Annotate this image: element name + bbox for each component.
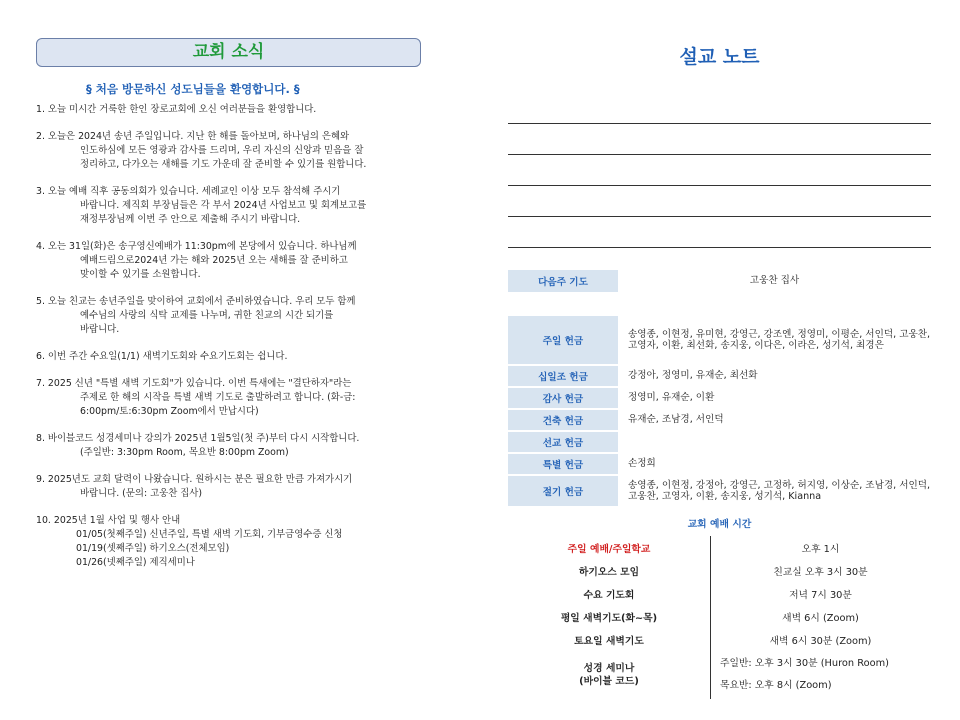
offering-row — [508, 432, 931, 452]
news-item-line: 7. 2025 신년 "특별 새벽 기도회"가 있습니다. 이번 특새에는 "결단하자"라는 — [36, 378, 352, 389]
offering-row — [508, 410, 931, 430]
worship-name: 하기오스 모임 — [578, 566, 640, 578]
offering-row — [508, 388, 931, 408]
news-item-line: 01/05(첫째주일) 신년주일, 특별 새벽 기도회, 기부금영수증 신청 — [76, 529, 343, 540]
seminar-time-line: 목요반: 오후 8시 (Zoom) — [720, 680, 832, 691]
note-lines — [508, 93, 931, 248]
worship-title: 교회 예배 시간 — [687, 519, 752, 530]
news-item-line: 주제로 한 해의 시작을 특별 새벽 기도로 출발하려고 합니다. (화-금: — [80, 392, 356, 403]
note-line — [508, 217, 931, 248]
news-item-line: 바랍니다. 제직회 부장님들은 각 부서 2024년 사업보고 및 회계보고를 — [80, 200, 367, 211]
welcome-message: § 처음 방문하신 성도님들을 환영합니다. § — [86, 82, 300, 96]
worship-time: 새벽 6시 30분 (Zoom) — [769, 635, 872, 647]
offering-value: 강정아, 정영미, 유재순, 최선화 — [628, 370, 758, 382]
news-item — [36, 473, 456, 501]
offering-value: 정영미, 유재순, 이환 — [628, 392, 715, 404]
news-item-line: 바랍니다. (문의: 고웅찬 집사) — [80, 488, 203, 499]
offering-row — [508, 316, 931, 364]
offering-label: 다음주 기도 — [508, 270, 618, 292]
news-item — [36, 432, 456, 460]
offering-table — [508, 270, 931, 506]
news-item — [36, 377, 456, 419]
worship-time: 새벽 6시 (Zoom) — [782, 612, 859, 624]
seminar-time-line: 주일반: 오후 3시 30분 (Huron Room) — [720, 658, 889, 669]
news-item — [36, 350, 456, 364]
news-item — [36, 295, 456, 337]
news-item — [36, 103, 456, 117]
seminar-times — [710, 653, 931, 697]
offering-row — [508, 366, 931, 386]
worship-name: 평일 새벽기도(화~목) — [560, 612, 658, 624]
offering-value: 송영종, 이현정, 강정아, 강영근, 고정하, 허지영, 이상순, 조남경, 서인덕, 고웅찬, 고영자, 이환, 송지웅, 성기석, Kianna — [628, 479, 931, 502]
news-item-line: 3. 오늘 예배 직후 공동의회가 있습니다. 세례교인 이상 모두 참석해 주시기 — [36, 186, 341, 197]
note-line — [508, 93, 931, 124]
news-item-line: 6:00pm/토:6:30pm Zoom에서 만납시다) — [80, 406, 259, 417]
offering-value: 유재순, 조남경, 서인덕 — [628, 414, 724, 426]
news-item — [36, 514, 456, 570]
news-item-line: 예수님의 사랑의 식탁 교제를 나누며, 귀한 친교의 시간 되기를 — [80, 310, 334, 321]
offering-label: 감사 헌금 — [508, 388, 618, 408]
news-item-line: 01/26(넷째주일) 제직세미나 — [76, 557, 195, 568]
sermon-title: 설교 노트 — [679, 46, 760, 68]
worship-row — [508, 559, 931, 582]
news-item-line: 2. 오늘은 2024년 송년 주일입니다. 지난 한 해를 돌아보며, 하나님의 은혜와 — [36, 131, 350, 142]
worship-name: 수요 기도회 — [583, 589, 635, 601]
offering-label: 특별 헌금 — [508, 454, 618, 474]
news-item-line: 예배드림으로2024년 가는 해와 2025년 오는 새해를 잘 준비하고 — [80, 255, 348, 266]
note-line — [508, 186, 931, 217]
news-item-line: 5. 오늘 친교는 송년주일을 맞이하여 교회에서 준비하였습니다. 우리 모두 함께 — [36, 296, 356, 307]
news-list — [36, 103, 456, 570]
offering-label: 선교 헌금 — [508, 432, 618, 452]
offering-label: 절기 헌금 — [508, 476, 618, 506]
worship-row — [508, 582, 931, 605]
news-section — [36, 38, 456, 583]
news-item-line: 4. 오는 31일(화)은 송구영신예배가 11:30pm에 본당에서 있습니다. 하나님께 — [36, 241, 357, 252]
offering-label: 십일조 헌금 — [508, 366, 618, 386]
news-item-line: 인도하심에 모든 영광과 감사를 드리며, 우리 자신의 신앙과 믿음을 잘 — [80, 145, 364, 156]
worship-row — [508, 605, 931, 628]
worship-name: 토요일 새벽기도 — [574, 635, 644, 647]
sermon-section — [508, 38, 931, 699]
note-line — [508, 155, 931, 186]
news-item-line: 바랍니다. — [80, 324, 120, 335]
news-item-line: 맞이할 수 있기를 소원합니다. — [80, 269, 201, 280]
news-item-line: 재정부장님께 이번 주 안으로 제출해 주시기 바랍니다. — [80, 214, 301, 225]
worship-row-seminar — [508, 651, 931, 699]
offering-label: 주일 헌금 — [508, 316, 618, 364]
offering-value: 고웅찬 집사 — [749, 275, 800, 287]
worship-time: 친교실 오후 3시 30분 — [773, 566, 868, 578]
news-item-line: 6. 이번 주간 수요일(1/1) 새벽기도회와 수요기도회는 쉽니다. — [36, 351, 288, 362]
note-line — [508, 124, 931, 155]
worship-name: 주일 예배/주일학교 — [567, 543, 651, 555]
news-title: 교회 소식 — [36, 38, 421, 67]
seminar-name-line: 성경 세미나 — [583, 663, 635, 674]
worship-row — [508, 628, 931, 651]
schedule-divider — [710, 536, 711, 699]
offering-value: 손정희 — [628, 458, 656, 470]
offering-value — [618, 432, 931, 452]
news-item — [36, 240, 456, 282]
worship-time: 오후 1시 — [801, 543, 840, 555]
offering-row — [508, 454, 931, 474]
offering-row — [508, 476, 931, 506]
news-item-line: (주일반: 3:30pm Room, 목요반 8:00pm Zoom) — [80, 447, 289, 458]
seminar-name-line: (바이블 코드) — [579, 676, 639, 687]
offering-row — [508, 270, 931, 292]
worship-schedule — [508, 536, 931, 699]
news-item — [36, 130, 456, 172]
news-item-line: 정리하고, 다가오는 새해를 기도 가운데 잘 준비할 수 있기를 원합니다. — [80, 159, 367, 170]
news-item-line: 8. 바이블코드 성경세미나 강의가 2025년 1월5일(첫 주)부터 다시 시작합니다. — [36, 433, 360, 444]
news-item-line: 9. 2025년도 교회 달력이 나왔습니다. 원하시는 분은 필요한 만큼 가져가시기 — [36, 474, 353, 485]
offering-value: 송영종, 이현정, 유미현, 강영근, 강조엔, 정영미, 이평순, 서인덕, 고웅찬, 고영자, 이환, 최선화, 송지웅, 이다은, 이라은, 성기석, 최경은 — [628, 328, 931, 351]
worship-time: 저녁 7시 30분 — [789, 589, 852, 601]
news-item — [36, 185, 456, 227]
news-item-line: 1. 오늘 미시간 거룩한 한인 장로교회에 오신 여러분들을 환영합니다. — [36, 104, 317, 115]
seminar-name — [508, 662, 710, 688]
news-item-line: 01/19(셋째주일) 하기오스(전체모임) — [76, 543, 230, 554]
news-item-line: 10. 2025년 1월 사업 및 행사 안내 — [36, 515, 181, 526]
worship-row — [508, 536, 931, 559]
offering-label: 건축 헌금 — [508, 410, 618, 430]
